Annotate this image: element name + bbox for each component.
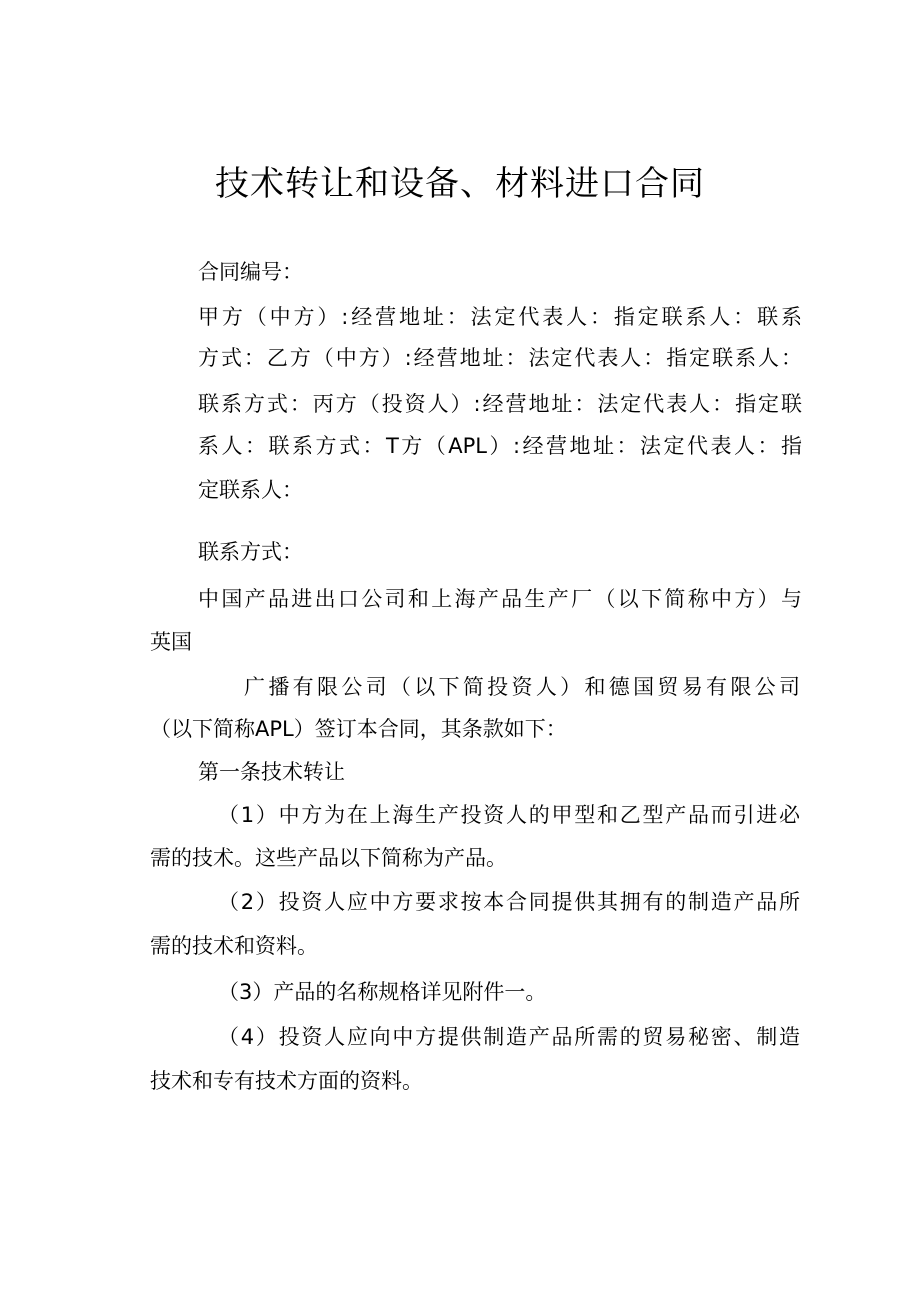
parties-line-2: 方式：乙方（中方）:经营地址：法定代表人：指定联系人：	[198, 346, 802, 370]
clause-2-line-1: （2）投资人应中方要求按本合同提供其拥有的制造产品所	[218, 890, 800, 914]
intro-line-3: 广播有限公司（以下简投资人）和德国贸易有限公司	[244, 675, 800, 699]
contract-number-label: 合同编号：	[198, 260, 303, 284]
document-title: 技术转让和设备、材料进口合同	[215, 164, 705, 204]
clause-4-line-2: 技术和专有技术方面的资料。	[150, 1069, 423, 1093]
parties-line-4: 系人：联系方式：T方（APL）:经营地址：法定代表人：指	[198, 434, 802, 458]
article-1-heading: 第一条技术转让	[198, 760, 345, 784]
clause-1-line-1: （1）中方为在上海生产投资人的甲型和乙型产品而引进必	[218, 803, 800, 827]
parties-line-1: 甲方（中方）:经营地址：法定代表人：指定联系人：联系	[198, 305, 802, 329]
clause-4-line-1: （4）投资人应向中方提供制造产品所需的贸易秘密、制造	[218, 1025, 800, 1049]
parties-line-5: 定联系人：	[198, 478, 303, 502]
intro-line-1: 中国产品进出口公司和上海产品生产厂（以下简称中方）与	[198, 587, 802, 611]
parties-line-3: 联系方式：丙方（投资人）:经营地址：法定代表人：指定联	[198, 392, 802, 416]
clause-1-line-2: 需的技术。这些产品以下简称为产品。	[150, 846, 507, 870]
clause-2-line-2: 需的技术和资料。	[150, 934, 318, 958]
intro-line-2: 英国	[150, 630, 192, 654]
intro-line-4: （以下简称APL）签订本合同，其条款如下：	[150, 717, 567, 741]
contact-label: 联系方式：	[198, 540, 303, 564]
clause-3-line-1: （3）产品的名称规格详见附件一。	[218, 980, 547, 1004]
